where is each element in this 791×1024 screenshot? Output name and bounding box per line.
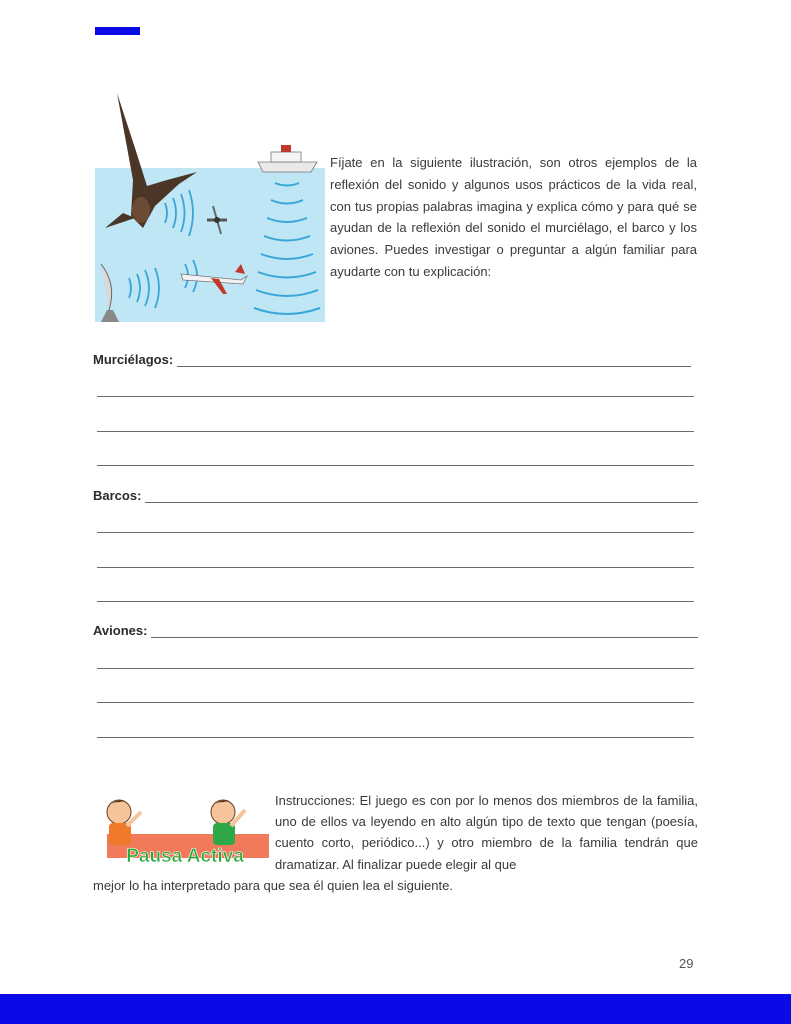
ships-write-line-1[interactable]: [97, 531, 694, 533]
planes-answer-rule: [151, 625, 698, 638]
ships-label: Barcos:: [93, 488, 142, 503]
bats-label: Murciélagos:: [93, 352, 174, 367]
sound-reflection-illustration: [95, 88, 325, 322]
planes-write-line-2[interactable]: [97, 701, 694, 703]
pausa-activa-logo: [97, 790, 272, 870]
ships-answer-line[interactable]: [93, 488, 698, 503]
planes-answer-line[interactable]: [93, 623, 698, 638]
pausa-activa-text: Pausa Activa: [126, 846, 244, 867]
planes-write-line-1[interactable]: [97, 667, 694, 669]
instructions-paragraph: Instrucciones: El juego es con por lo menos dos miembros de la familia, uno de ellos va leyendo en alto algún tipo de texto que tengan (poesía, cuento corto, periódico...) y otro miembro de la familia tendrán que dramatizar. Al finalizar puede elegir al que: [275, 793, 698, 872]
planes-label: Aviones:: [93, 623, 148, 638]
bats-write-line-3[interactable]: [97, 464, 694, 466]
planes-write-line-3[interactable]: [97, 736, 694, 738]
bats-write-line-2[interactable]: [97, 430, 694, 432]
bottom-accent-bar: [0, 994, 791, 1024]
top-accent-bar: [95, 27, 140, 35]
bats-answer-line[interactable]: [93, 352, 691, 367]
bats-write-line-1[interactable]: [97, 395, 694, 397]
ships-answer-rule: [145, 490, 698, 503]
ships-write-line-2[interactable]: [97, 566, 694, 568]
instructions-paragraph-end: mejor lo ha interpretado para que sea él quien lea el siguiente.: [93, 878, 453, 893]
page-number: 29: [679, 956, 694, 971]
bats-answer-rule: [177, 354, 691, 367]
intro-paragraph: Fíjate en la siguiente ilustración, son otros ejemplos de la reflexión del sonido y algunos usos prácticos de la vida real, con tus propias palabras imagina y explica cómo y para qué se ayudan de la reflexión del sonido el murciélago, el barco y los aviones. Puedes investigar o preguntar a algún familiar para ayudarte con tu explicación:: [330, 155, 697, 279]
ships-write-line-3[interactable]: [97, 600, 694, 602]
